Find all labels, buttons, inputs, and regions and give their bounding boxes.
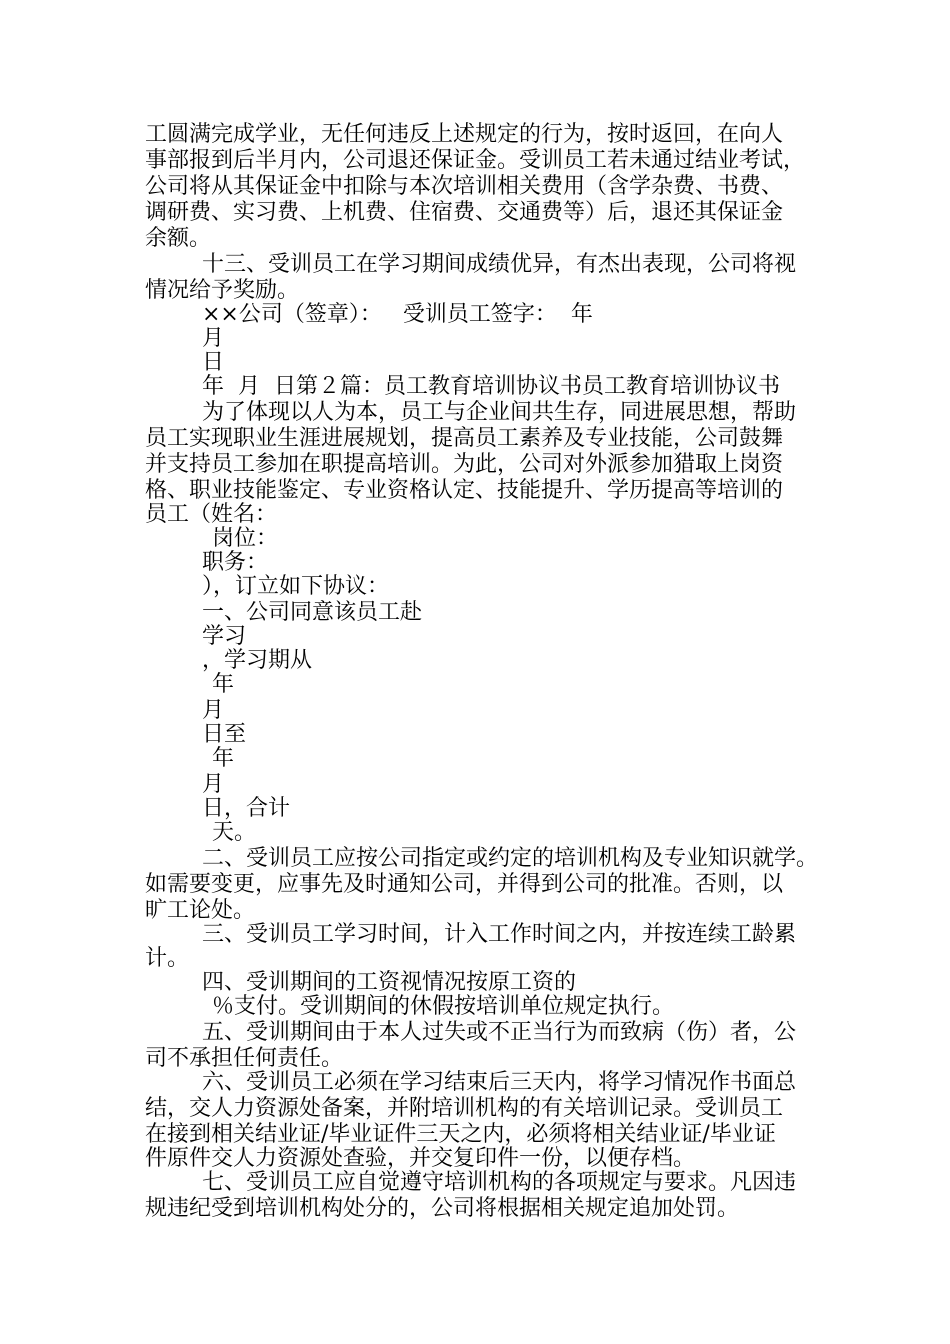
- text-line: 情况给予奖励。: [145, 278, 300, 303]
- text-line: 调研费、实习费、上机费、住宿费、交通费等）后，退还其保证金: [145, 200, 784, 225]
- text-line: ，学习期从: [202, 648, 313, 673]
- text-line: 并支持员工参加在职提高培训。为此，公司对外派参加猎取上岗资: [145, 452, 784, 477]
- text-line: 月: [202, 698, 225, 723]
- text-line: 月: [202, 326, 225, 351]
- clause-line: 五、受训期间由于本人过失或不正当行为而致病（伤）者，公: [202, 1020, 797, 1045]
- text-line: 月: [202, 772, 225, 797]
- text-line: 日: [202, 350, 225, 375]
- text-line: 岗位：: [212, 526, 279, 551]
- text-line: 十三、受训员工在学习期间成绩优异，有杰出表现，公司将视: [202, 252, 797, 277]
- text-line: 在接到相关结业证/毕业证件三天之内，必须将相关结业证/毕业证: [145, 1122, 776, 1147]
- text-line: 如需要变更，应事先及时通知公司，并得到公司的批准。否则，以: [145, 872, 784, 897]
- text-line: 日至: [202, 722, 247, 747]
- text-line: 司不承担任何责任。: [145, 1046, 344, 1071]
- text-line: 计。: [145, 946, 190, 971]
- text-line: 公司将从其保证金中扣除与本次培训相关费用（含学杂费、书费、: [145, 174, 784, 199]
- clause-line: 二、受训员工应按公司指定或约定的培训机构及专业知识就学。: [202, 846, 819, 871]
- text-line: 旷工论处。: [145, 898, 256, 923]
- text-line: 员工实现职业生涯进展规划，提高员工素养及专业技能，公司鼓舞: [145, 426, 784, 451]
- text-line: 年: [212, 746, 235, 771]
- text-line: 为了体现以人为本，员工与企业间共生存，同进展思想，帮助: [202, 400, 797, 425]
- text-line: 事部报到后半月内，公司退还保证金。受训员工若未通过结业考试，: [145, 148, 806, 173]
- text-line: 余额。: [145, 226, 212, 251]
- text-line: 学习: [202, 624, 247, 649]
- text-line: 格、职业技能鉴定、专业资格认定、技能提升、学历提高等培训的: [145, 478, 784, 503]
- text-line: ％支付。受训期间的休假按培训单位规定执行。: [212, 994, 675, 1019]
- clause-line: 一、公司同意该员工赴: [202, 600, 423, 625]
- signature-line: ××公司（签章）： 受训员工签字： 年: [202, 302, 593, 327]
- text-line: 员工（姓名：: [145, 502, 278, 527]
- text-line: 工圆满完成学业，无任何违反上述规定的行为，按时返回，在向人: [145, 122, 784, 147]
- clause-line: 三、受训员工学习时间，计入工作时间之内，并按连续工龄累: [202, 922, 797, 947]
- section-heading: 年 月 日第２篇：员工教育培训协议书员工教育培训协议书: [202, 374, 780, 399]
- clause-line: 七、受训员工应自觉遵守培训机构的各项规定与要求。凡因违: [202, 1170, 797, 1195]
- clause-line: 六、受训员工必须在学习结束后三天内，将学习情况作书面总: [202, 1070, 797, 1095]
- text-line: 天。: [212, 820, 257, 845]
- text-line: 规违纪受到培训机构处分的，公司将根据相关规定追加处罚。: [145, 1196, 740, 1221]
- text-line: 结，交人力资源处备案，并附培训机构的有关培训记录。受训员工: [145, 1096, 784, 1121]
- text-line: 职务：: [202, 550, 269, 575]
- text-line: 日，合计: [202, 796, 291, 821]
- text-line: 件原件交人力资源处查验，并交复印件一份，以便存档。: [145, 1146, 696, 1171]
- text-line: ），订立如下协议：: [202, 574, 390, 599]
- clause-line: 四、受训期间的工资视情况按原工资的: [202, 970, 577, 995]
- text-line: 年: [212, 672, 235, 697]
